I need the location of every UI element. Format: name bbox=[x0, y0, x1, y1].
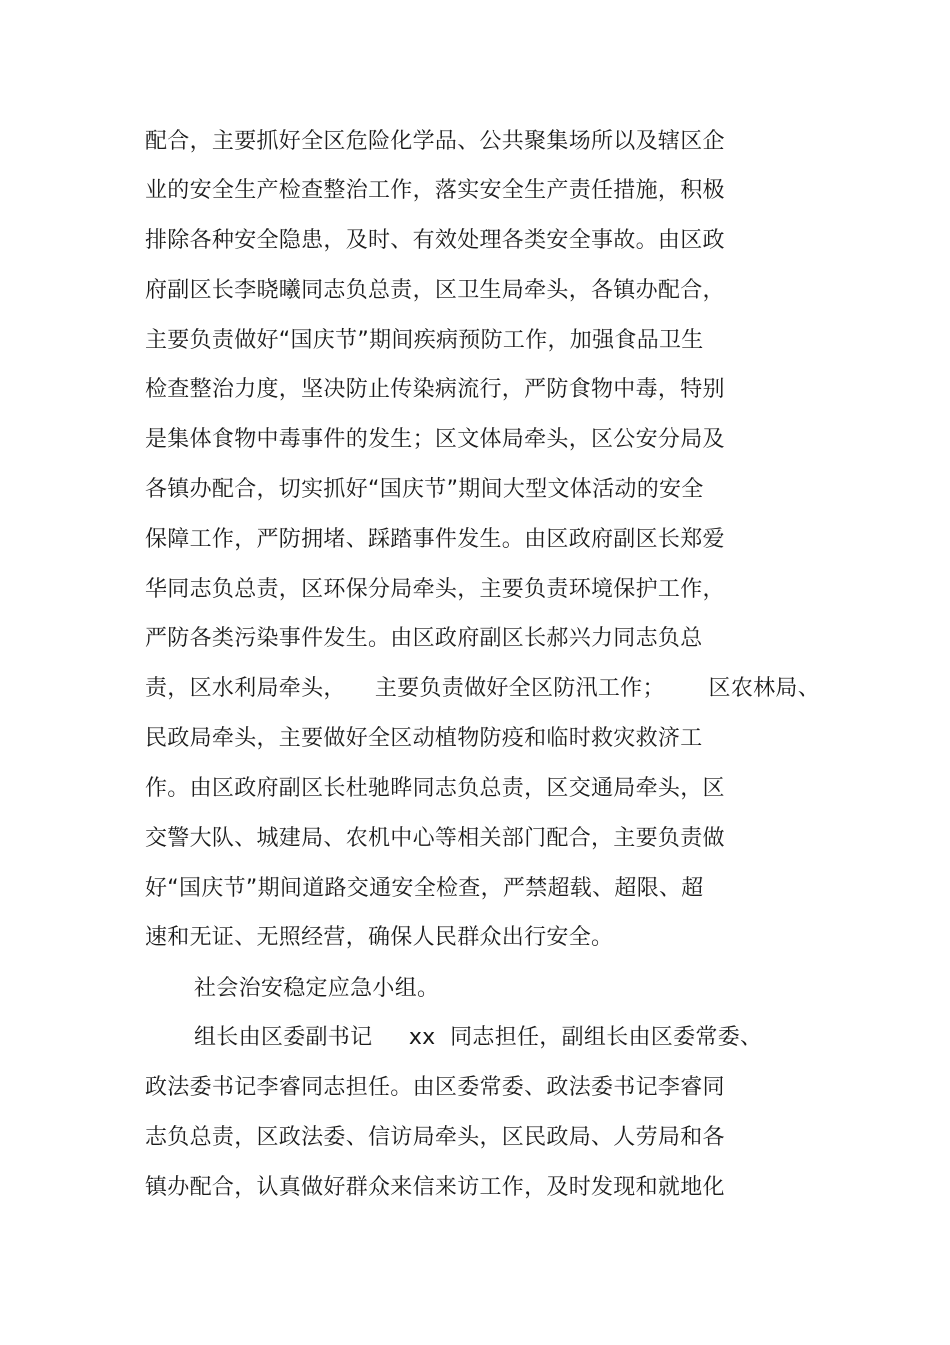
body-text-line: 作。由区政府副区长杜驰晔同志负总责，区交通局牵头，区 bbox=[145, 776, 725, 801]
body-text-line: 主要负责做好“国庆节”期间疾病预防工作，加强食品卫生 bbox=[145, 328, 704, 353]
section-heading: 社会治安稳定应急小组。 bbox=[194, 976, 440, 1001]
body-text-line: 责，区水利局牵头， 主要负责做好全区防汛工作； 区农林局、 bbox=[145, 676, 821, 701]
body-text-line: 好“国庆节”期间道路交通安全检查，严禁超载、超限、超 bbox=[145, 876, 704, 901]
body-text-line: 排除各种安全隐患，及时、有效处理各类安全事故。由区政 bbox=[145, 228, 725, 253]
body-text-line: 民政局牵头，主要做好全区动植物防疫和临时救灾救济工 bbox=[145, 726, 703, 751]
body-text-line: 严防各类污染事件发生。由区政府副区长郝兴力同志负总 bbox=[145, 626, 703, 651]
body-text-line: 各镇办配合，切实抓好“国庆节”期间大型文体活动的安全 bbox=[145, 477, 704, 502]
body-text-line: 华同志负总责，区环保分局牵头，主要负责环境保护工作， bbox=[145, 577, 725, 602]
body-text-line: 镇办配合，认真做好群众来信来访工作，及时发现和就地化 bbox=[145, 1175, 725, 1200]
body-text-line: 速和无证、无照经营，确保人民群众出行安全。 bbox=[145, 925, 614, 950]
body-text-line: 交警大队、城建局、农机中心等相关部门配合，主要负责做 bbox=[145, 826, 725, 851]
body-text-line: 府副区长李晓曦同志负总责，区卫生局牵头，各镇办配合， bbox=[145, 278, 725, 303]
body-text-line: 保障工作，严防拥堵、踩踏事件发生。由区政府副区长郑爱 bbox=[145, 527, 725, 552]
body-text-line: 组长由区委副书记 xx 同志担任，副组长由区委常委、 bbox=[194, 1025, 763, 1050]
body-text-line: 业的安全生产检查整治工作，落实安全生产责任措施，积极 bbox=[145, 178, 725, 203]
body-text-line: 政法委书记李睿同志担任。由区委常委、政法委书记李睿同 bbox=[145, 1075, 725, 1100]
body-text-line: 检查整治力度，坚决防止传染病流行，严防食物中毒，特别 bbox=[145, 377, 725, 402]
body-text-line: 是集体食物中毒事件的发生；区文体局牵头，区公安分局及 bbox=[145, 427, 725, 452]
body-text-line: 志负总责，区政法委、信访局牵头，区民政局、人劳局和各 bbox=[145, 1125, 725, 1150]
body-text-line: 配合，主要抓好全区危险化学品、公共聚集场所以及辖区企 bbox=[145, 129, 725, 154]
